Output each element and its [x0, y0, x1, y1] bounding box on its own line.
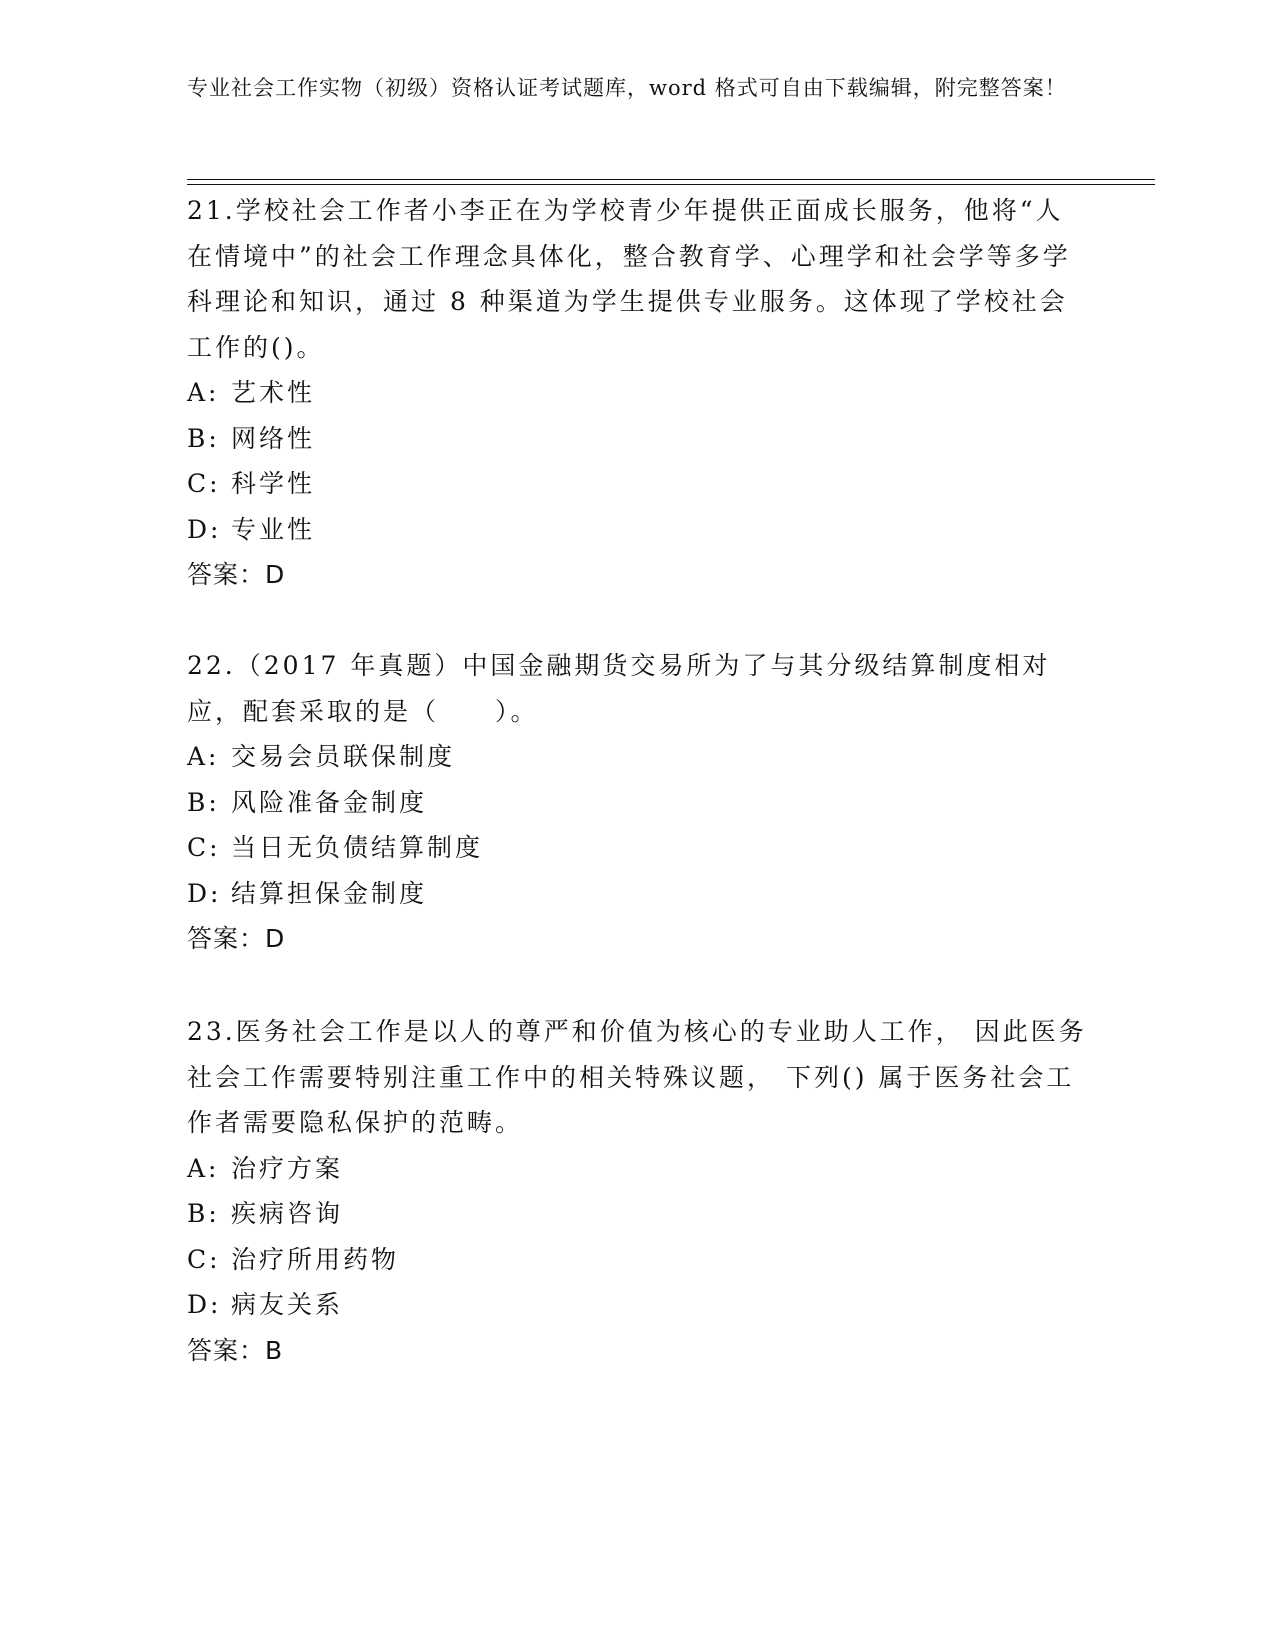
option-letter: C: — [187, 1244, 221, 1274]
option-letter: C: — [187, 833, 221, 862]
option-c — [187, 1237, 1087, 1283]
document-header: 专业社会工作实物（初级）资格认证考试题库，word 格式可自由下载编辑，附完整答案！ — [187, 76, 1067, 100]
option-text: 病友关系 — [231, 1290, 344, 1319]
option-text: 专业性 — [231, 514, 316, 544]
option-text: 艺术性 — [231, 378, 316, 407]
option-letter: A: — [187, 742, 220, 771]
option-text: 治疗所用药物 — [231, 1244, 400, 1274]
option-letter: C: — [187, 469, 221, 498]
question-stem: 23.医务社会工作是以人的尊严和价值为核心的专业助人工作， 因此医务社会工作需要特别注重工作中的相关特殊议题， 下列() 属于医务社会工作者需要隐私保护的范畴。 — [187, 1017, 1087, 1137]
option-a — [187, 1146, 1087, 1192]
option-d — [187, 871, 1087, 917]
option-letter: B: — [187, 787, 220, 817]
option-letter: D: — [187, 1290, 222, 1319]
option-c — [187, 825, 1087, 871]
answer-line: 答案：B — [187, 1335, 284, 1365]
question-22 — [187, 643, 1087, 962]
option-letter: A: — [187, 1153, 220, 1183]
question-stem: 22.（2017 年真题）中国金融期货交易所为了与其分级结算制度相对应，配套采取的是（ ）。 — [187, 651, 1051, 726]
answer-line: 答案：D — [187, 560, 286, 589]
option-letter: B: — [187, 423, 220, 453]
option-d — [187, 507, 1087, 553]
question-23 — [187, 1009, 1087, 1373]
option-text: 风险准备金制度 — [231, 787, 428, 817]
header-divider-top — [187, 179, 1155, 180]
option-text: 网络性 — [231, 423, 316, 453]
question-21 — [187, 188, 1087, 598]
option-letter: D: — [187, 878, 222, 908]
option-b — [187, 780, 1087, 826]
header-divider-bottom — [187, 184, 1155, 185]
option-text: 当日无负债结算制度 — [231, 833, 484, 862]
option-letter: A: — [187, 378, 220, 407]
option-text: 结算担保金制度 — [231, 878, 428, 908]
option-b — [187, 1191, 1087, 1237]
option-text: 疾病咨询 — [231, 1199, 344, 1228]
option-a — [187, 370, 1087, 416]
answer-line: 答案：D — [187, 924, 286, 953]
option-text: 治疗方案 — [231, 1153, 344, 1183]
option-b — [187, 416, 1087, 462]
question-stem: 21.学校社会工作者小李正在为学校青少年提供正面成长服务，他将“人在情境中”的社会工作理念具体化，整合教育学、心理学和社会学等多学科理论和知识，通过 8 种渠道为学生提供专业服务。这体现了学校社会工作的()。 — [187, 196, 1071, 362]
option-a — [187, 734, 1087, 780]
option-text: 交易会员联保制度 — [231, 742, 456, 771]
option-d — [187, 1282, 1087, 1328]
option-letter: D: — [187, 514, 222, 544]
option-letter: B: — [187, 1199, 220, 1228]
option-text: 科学性 — [231, 469, 316, 498]
option-c — [187, 461, 1087, 507]
